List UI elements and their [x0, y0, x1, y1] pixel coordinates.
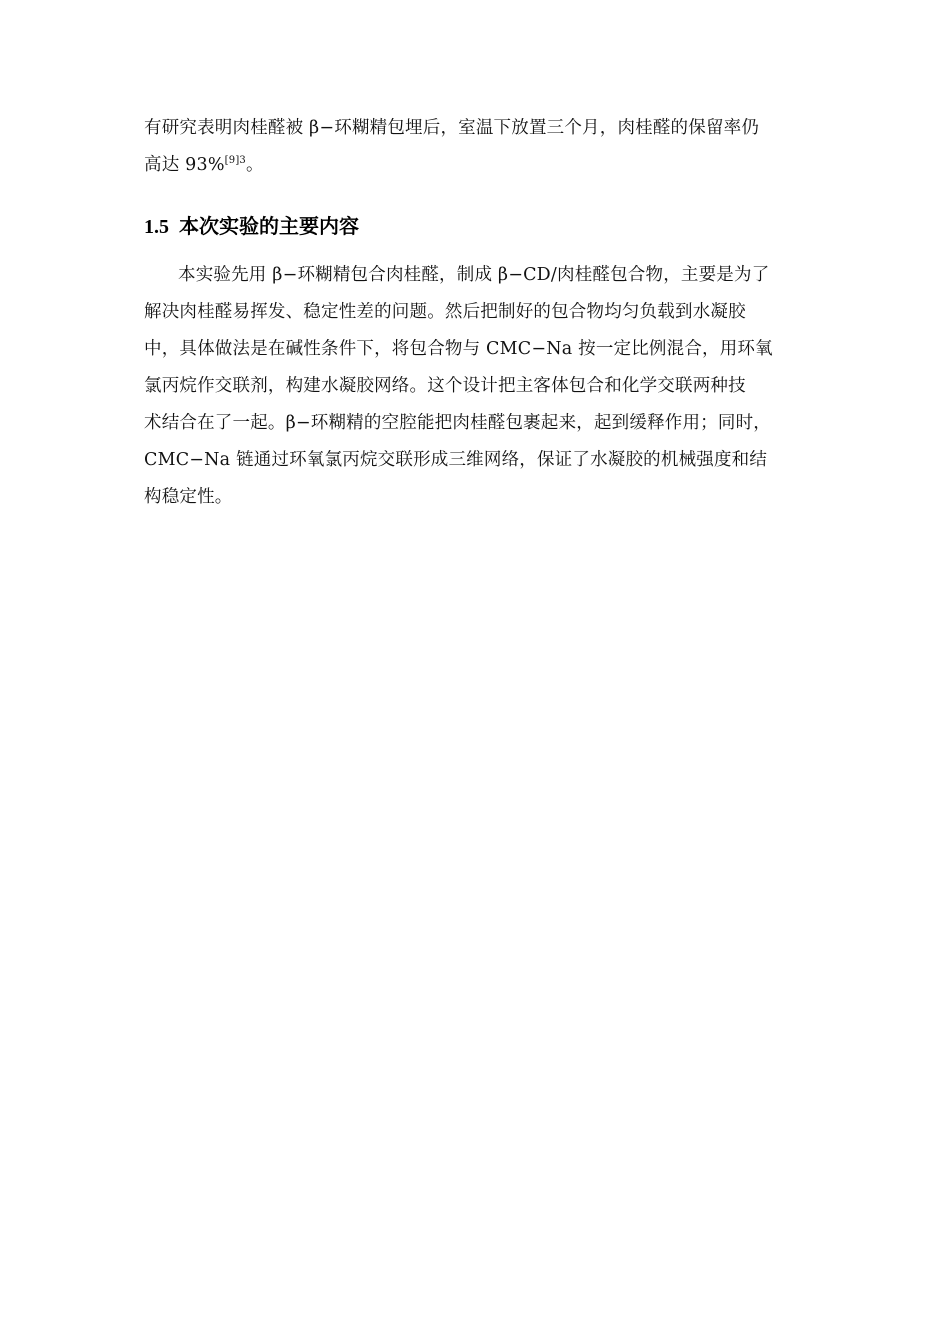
intro-paragraph [144, 110, 816, 184]
main-paragraph [144, 257, 816, 516]
citation-ref: [9]3 [224, 155, 246, 167]
intro-line-2-text: 高达 93% [144, 155, 225, 175]
section-number: 1.5 [144, 216, 169, 238]
paragraph-line: 本实验先用 β−环糊精包合肉桂醛，制成 β−CD/肉桂醛包合物，主要是为了 [178, 265, 770, 285]
section-heading [144, 208, 359, 245]
paragraph-line: CMC−Na 链通过环氧氯丙烷交联形成三维网络，保证了水凝胶的机械强度和结 [144, 450, 768, 470]
intro-line-2 [144, 147, 816, 184]
section-title: 本次实验的主要内容 [179, 214, 359, 238]
paragraph-line: 术结合在了一起。β−环糊精的空腔能把肉桂醛包裹起来，起到缓释作用；同时， [144, 413, 771, 433]
paragraph-line: 中，具体做法是在碱性条件下，将包合物与 CMC−Na 按一定比例混合，用环氧 [144, 339, 773, 359]
paragraph-line: 构稳定性。 [144, 487, 233, 507]
intro-line-2-end: 。 [246, 155, 264, 175]
intro-line-1: 有研究表明肉桂醛被 β−环糊精包埋后，室温下放置三个月，肉桂醛的保留率仍 [144, 118, 760, 138]
paragraph-line: 解决肉桂醛易挥发、稳定性差的问题。然后把制好的包合物均匀负载到水凝胶 [144, 302, 746, 322]
paragraph-line: 氯丙烷作交联剂，构建水凝胶网络。这个设计把主客体包合和化学交联两种技 [144, 376, 746, 396]
